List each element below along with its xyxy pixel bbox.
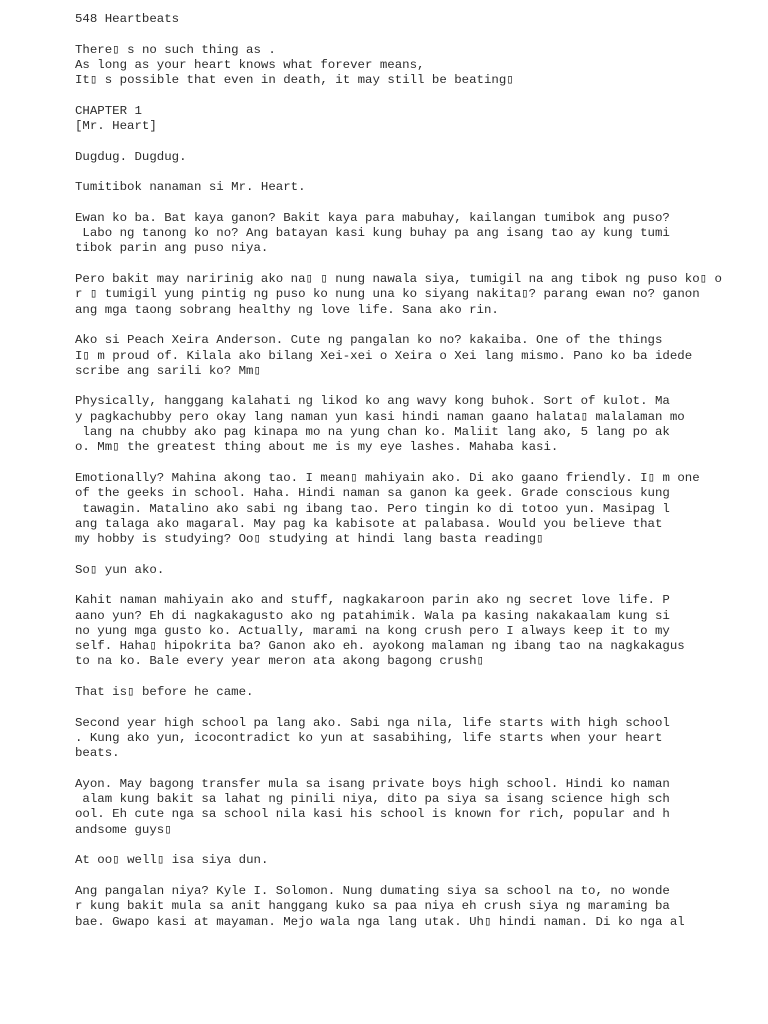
paragraph: [75, 43, 725, 89]
text-line: Tumitibok nanaman si Mr. Heart.: [75, 180, 306, 195]
paragraph: [75, 471, 725, 547]
text-line: bae. Gwapo kasi at mayaman. Mejo wala nga lang utak. Uh▯ hindi naman. Di ko nga al: [75, 914, 685, 929]
text-line: Pero bakit may naririnig ako na▯ ▯ nung nawala siya, tumigil na ang tibok ng puso ko▯ o: [75, 272, 722, 287]
text-line: There▯ s no such thing as .: [75, 42, 276, 57]
paragraph: [75, 333, 725, 379]
text-line: Kahit naman mahiyain ako and stuff, nagkakaroon parin ako ng secret love life. P: [75, 593, 670, 608]
text-line: Ayon. May bagong transfer mula sa isang private boys high school. Hindi ko naman: [75, 776, 670, 791]
paragraph: [75, 563, 725, 578]
paragraph: [75, 272, 725, 318]
text-line: 548 Heartbeats: [75, 12, 180, 26]
text-line: I▯ m proud of. Kilala ako bilang Xei-xei o Xeira o Xei lang mismo. Pano ko ba idede: [75, 348, 693, 363]
paragraph: [75, 884, 725, 930]
paragraph: [75, 180, 725, 195]
text-line: [Mr. Heart]: [75, 119, 157, 134]
document-title: [75, 12, 725, 27]
text-line: of the geeks in school. Haha. Hindi naman sa ganon ka geek. Grade conscious kung: [75, 486, 670, 501]
text-line: my hobby is studying? Oo▯ studying at hindi lang basta reading▯: [75, 532, 544, 547]
text-line: So▯ yun ako.: [75, 562, 165, 577]
text-line: It▯ s possible that even in death, it may still be beating▯: [75, 73, 514, 88]
text-line: ool. Eh cute nga sa school nila kasi his school is known for rich, popular and h: [75, 807, 670, 822]
document-page: [75, 12, 725, 945]
text-line: beats.: [75, 746, 120, 761]
text-line: Ang pangalan niya? Kyle I. Solomon. Nung dumating siya sa school na to, no wonde: [75, 883, 670, 898]
text-line: As long as your heart knows what forever means,: [75, 57, 425, 72]
paragraph: [75, 777, 725, 838]
text-line: ang talaga ako magaral. May pag ka kabisote at palabasa. Would you believe that: [75, 516, 663, 531]
text-line: Emotionally? Mahina akong tao. I mean▯ mahiyain ako. Di ako gaano friendly. I▯ m one: [75, 470, 700, 485]
chapter-heading: [75, 104, 725, 135]
paragraph: [75, 593, 725, 669]
text-line: . Kung ako yun, icocontradict ko yun at sasabihing, life starts when your heart: [75, 730, 663, 745]
text-line: y pagkachubby pero okay lang naman yun kasi hindi naman gaano halata▯ malalaman mo: [75, 409, 685, 424]
paragraph: [75, 853, 725, 868]
text-line: Dugdug. Dugdug.: [75, 149, 187, 164]
text-line: lang na chubby ako pag kinapa mo na yung chan ko. Maliit lang ako, 5 lang po ak: [75, 425, 670, 440]
text-line: to na ko. Bale every year meron ata akong bagong crush▯: [75, 654, 484, 669]
paragraph: [75, 211, 725, 257]
text-line: ang mga taong sobrang healthy ng love life. Sana ako rin.: [75, 302, 499, 317]
paragraph: [75, 685, 725, 700]
paragraph: [75, 150, 725, 165]
text-line: no yung mga gusto ko. Actually, marami na kong crush pero I always keep it to my: [75, 623, 670, 638]
text-line: aano yun? Eh di nagkakagusto ako ng patahimik. Wala pa kasing nakakaalam kung si: [75, 608, 670, 623]
text-line: Ewan ko ba. Bat kaya ganon? Bakit kaya para mabuhay, kailangan tumibok ang puso?: [75, 210, 670, 225]
text-line: r kung bakit mula sa anit hanggang kuko sa paa niya eh crush siya ng maraming ba: [75, 899, 670, 914]
text-line: Physically, hanggang kalahati ng likod ko ang wavy kong buhok. Sort of kulot. Ma: [75, 394, 670, 409]
paragraph: [75, 394, 725, 455]
paragraph: [75, 716, 725, 762]
text-line: Labo ng tanong ko no? Ang batayan kasi kung buhay pa ang isang tao ay kung tumi: [75, 226, 670, 241]
text-line: self. Haha▯ hipokrita ba? Ganon ako eh. ayokong malaman ng ibang tao na nagkakagus: [75, 639, 685, 654]
text-line: o. Mm▯ the greatest thing about me is my eye lashes. Mahaba kasi.: [75, 440, 559, 455]
text-line: That is▯ before he came.: [75, 685, 254, 700]
text-line: alam kung bakit sa lahat ng pinili niya, dito pa siya sa isang science high sch: [75, 792, 670, 807]
text-line: andsome guys▯: [75, 822, 172, 837]
text-line: CHAPTER 1: [75, 103, 142, 118]
text-line: Ako si Peach Xeira Anderson. Cute ng pangalan ko no? kakaiba. One of the things: [75, 333, 663, 348]
text-line: Second year high school pa lang ako. Sabi nga nila, life starts with high school: [75, 715, 670, 730]
text-line: At oo▯ well▯ isa siya dun.: [75, 853, 269, 868]
text-line: scribe ang sarili ko? Mm▯: [75, 363, 261, 378]
text-line: tibok parin ang puso niya.: [75, 241, 269, 256]
text-line: r ▯ tumigil yung pintig ng puso ko nung una ko siyang nakita▯? parang ewan no? ganon: [75, 287, 700, 302]
text-line: tawagin. Matalino ako sabi ng ibang tao. Pero tingin ko di totoo yun. Masipag l: [75, 501, 670, 516]
